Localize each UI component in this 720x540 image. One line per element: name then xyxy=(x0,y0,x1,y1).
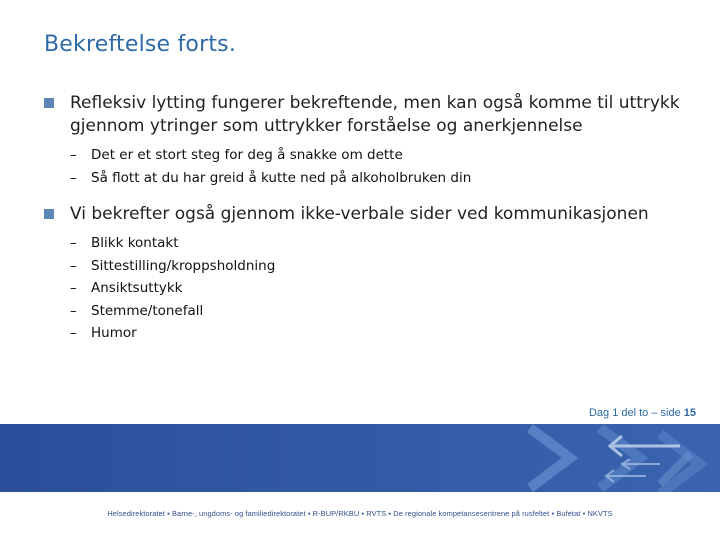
dash-marker: – xyxy=(70,169,77,186)
sub-bullet-item: – Ansiktsuttykk xyxy=(70,277,694,300)
bullet-item xyxy=(44,92,694,138)
bullet-text: Refleksiv lytting fungerer bekreftende, men kan også komme til uttrykk gjennom ytringer som uttrykker forståelse og anerkjennelse xyxy=(70,93,680,136)
dash-marker: – xyxy=(70,280,77,296)
slide-title: Bekreftelse forts. xyxy=(44,32,237,57)
bullet-square-icon xyxy=(44,98,54,108)
footer-band xyxy=(0,424,720,492)
dash-marker: – xyxy=(70,147,77,163)
dash-marker: – xyxy=(70,325,77,341)
sub-bullet-item: – Sittestilling/kroppsholdning xyxy=(70,255,694,278)
page-label: Dag 1 del to – side xyxy=(588,407,681,419)
sub-bullet-item: – Det er et stort steg for deg å snakke om dette xyxy=(70,144,694,167)
sub-bullet-item: – Blikk kontakt xyxy=(70,232,694,255)
bullet-list xyxy=(44,92,694,345)
bullet-group xyxy=(44,203,694,345)
dash-marker: – xyxy=(70,302,77,319)
sub-bullet-item: – Stemme/tonefall xyxy=(70,300,694,323)
bullet-group xyxy=(44,92,694,189)
sub-bullet-item: – Humor xyxy=(70,322,694,345)
arrow-decoration-icon xyxy=(0,424,720,492)
page-number-label xyxy=(589,407,696,419)
bullet-text: Vi bekrefter også gjennom ikke-verbale sider ved kommunikasjonen xyxy=(70,204,649,224)
bullet-item xyxy=(44,203,694,226)
bullet-square-icon xyxy=(44,209,54,219)
sub-bullet-list xyxy=(44,232,694,345)
sub-bullet-item: – Så flott at du har greid å kutte ned på alkoholbruken din xyxy=(70,167,694,190)
dash-marker: – xyxy=(70,257,77,274)
agencies-footer: Helsedirektoratet ▪ Barne-, ungdoms- og familiedirektoratet ▪ R-BUP/RKBU ▪ RVTS ▪ De regionale kompetansesentrene på rusfeltet ▪ Bufetat ▪ NKVTS xyxy=(107,509,613,518)
sub-bullet-list xyxy=(44,144,694,189)
page-number: 15 xyxy=(683,407,696,419)
dash-marker: – xyxy=(70,235,77,251)
